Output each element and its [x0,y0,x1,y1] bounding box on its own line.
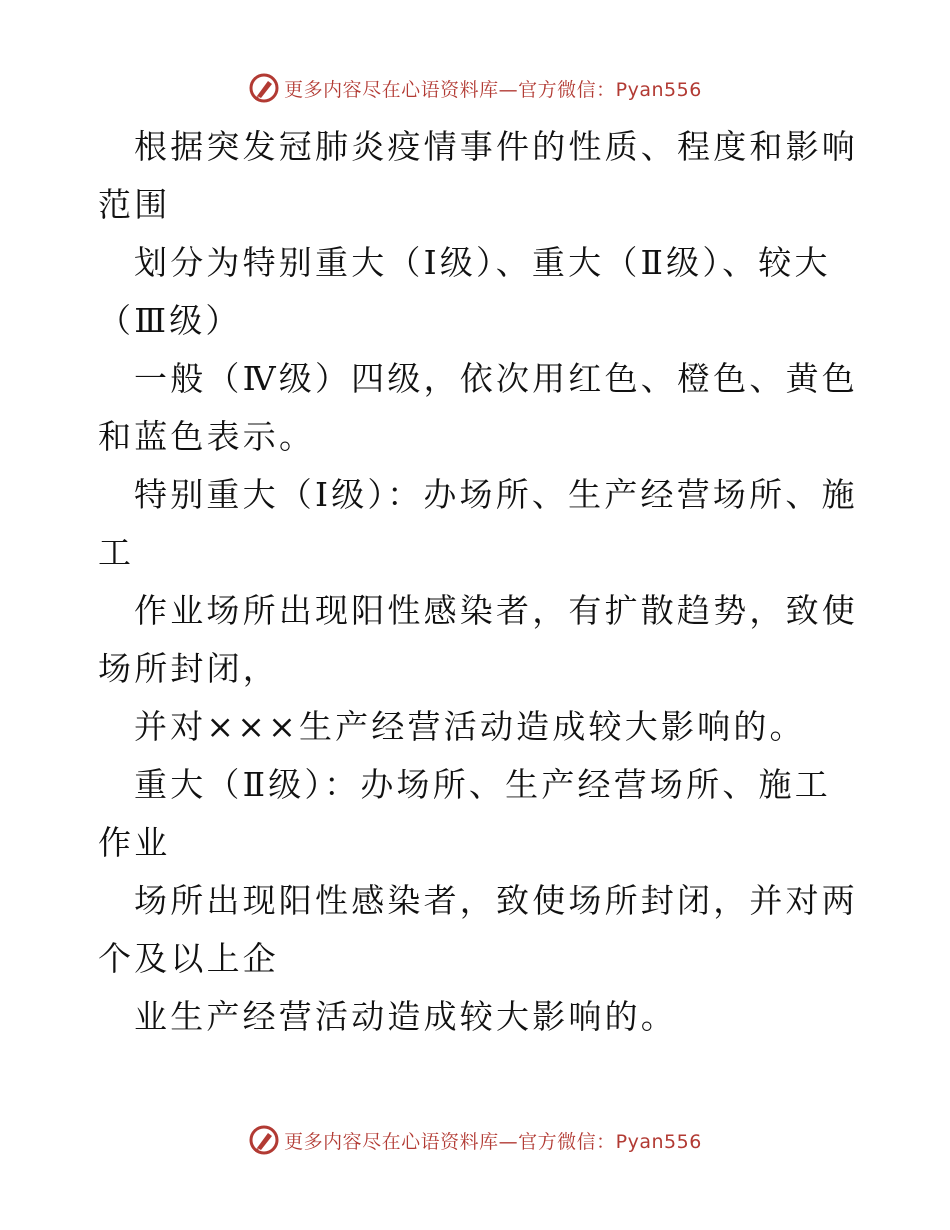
paragraph: 划分为特别重大（Ⅰ级）、重大（Ⅱ级）、较大（Ⅲ级） [98,243,831,340]
paragraph: 场所出现阳性感染者，致使场所封闭，并对两个及以上企 [98,881,858,978]
paragraph: 根据突发冠肺炎疫情事件的性质、程度和影响范围 [98,127,858,224]
header-banner-text: 更多内容尽在心语资料库—官方微信：Pyan556 [284,78,702,101]
paragraph: 作业场所出现阳性感染者，有扩散趋势，致使场所封闭， [98,591,858,688]
paragraph: 重大（Ⅱ级）：办场所、生产经营场所、施工作业 [98,765,831,862]
header-banner [0,72,950,104]
document-body [98,118,858,1046]
footer-banner-text: 更多内容尽在心语资料库—官方微信：Pyan556 [284,1130,702,1153]
paragraph: 一般（Ⅳ级）四级，依次用红色、橙色、黄色和蓝色表示。 [98,359,858,456]
pen-logo-icon [248,72,280,104]
pen-logo-icon [248,1124,280,1156]
paragraph: 特别重大（Ⅰ级）：办场所、生产经营场所、施工 [98,475,858,572]
paragraph: 业生产经营活动造成较大影响的。 [134,997,677,1036]
paragraph: 并对×××生产经营活动造成较大影响的。 [134,707,806,746]
footer-banner [0,1124,950,1156]
